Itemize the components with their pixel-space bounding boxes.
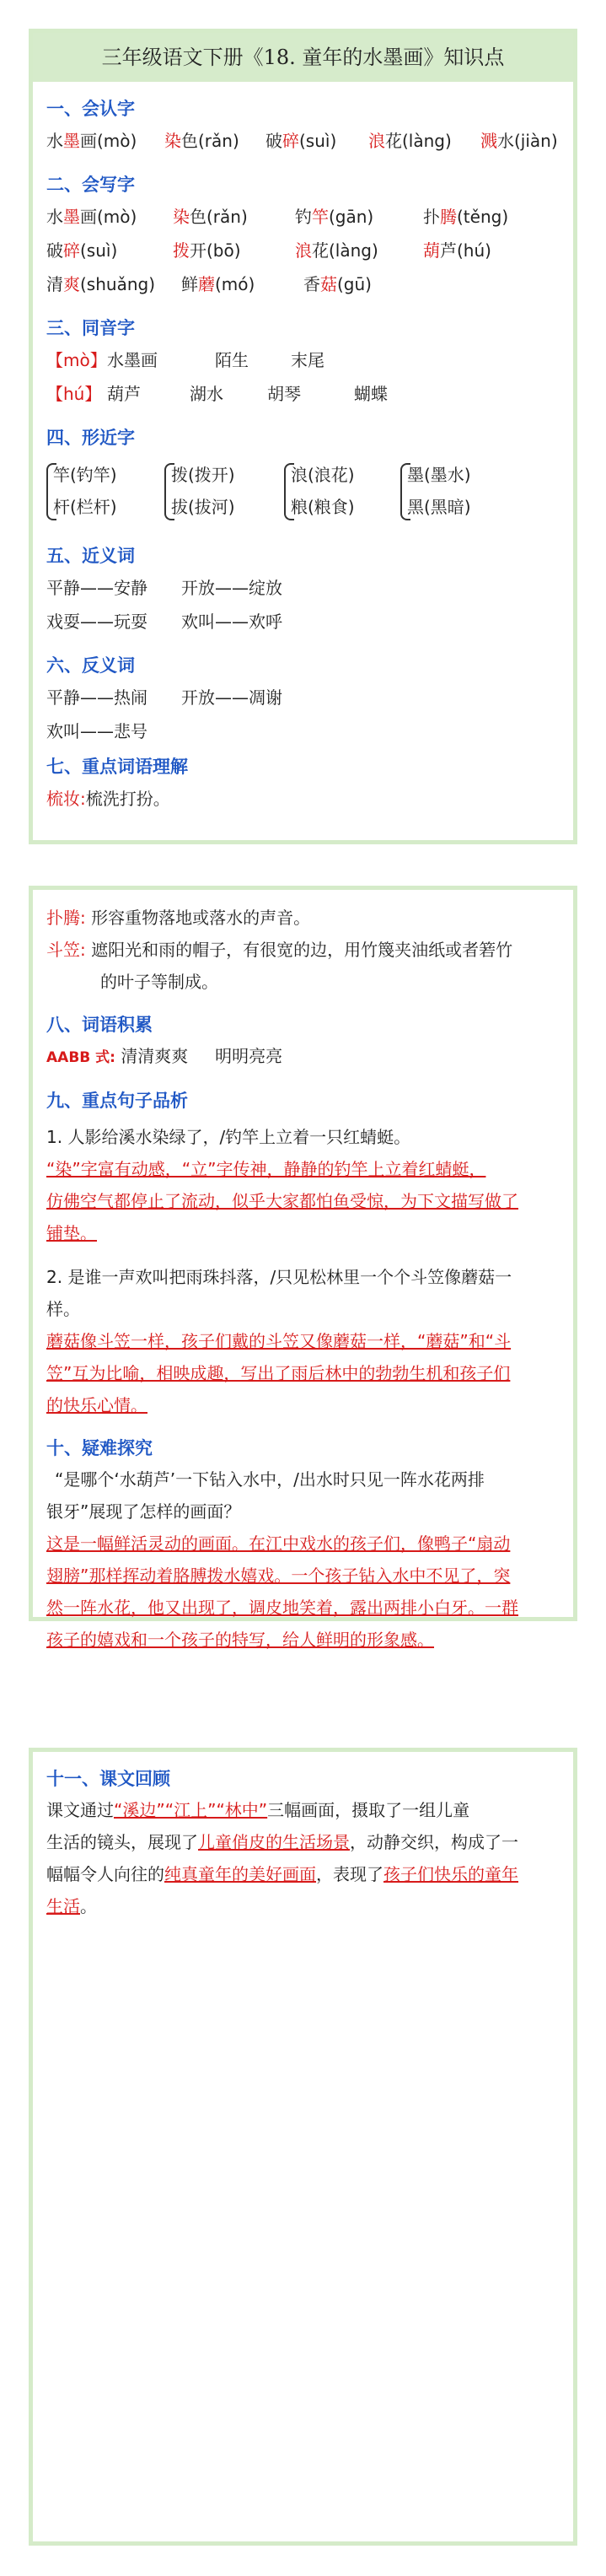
homophone-row	[46, 343, 560, 377]
sentence-analysis: 铺垫。	[46, 1223, 97, 1243]
homophone-word: 蝴蝶	[354, 384, 388, 404]
review-line: 幅幅令人向往的纯真童年的美好画面，表现了孩子们快乐的童年	[46, 1864, 518, 1884]
sentence-analysis: “染”字富有动感，“立”字传神，静静的钓竿上立着红蜻蜓，	[46, 1159, 486, 1179]
word-item: 扑腾(těng)	[423, 207, 509, 227]
write-chars-row	[46, 267, 560, 301]
sentence-analysis: 的快乐心情。	[46, 1395, 147, 1415]
word-accumulation	[46, 1040, 560, 1074]
difficult-question: 银牙”展现了怎样的画面？	[46, 1501, 241, 1522]
knowledge-card-1	[29, 29, 577, 844]
synonym-pair: 平静——安静	[46, 578, 147, 598]
similar-char-word: 杆(栏杆)	[53, 497, 117, 517]
homophone-row	[46, 377, 560, 411]
word-item: 浪花(làng)	[295, 240, 378, 261]
difficult-answer: 孩子的嬉戏和一个孩子的特写，给人鲜明的形象感。	[46, 1630, 434, 1650]
homophone-word: 末尾	[291, 350, 324, 370]
similar-chars-block	[46, 453, 560, 537]
homophone-word: 湖水	[190, 384, 223, 404]
section-heading-7: 七、重点词语理解	[46, 757, 188, 777]
difficult-question: “是哪个‘水葫芦’一下钻入水中，/出水时只见一阵水花两排	[55, 1469, 485, 1490]
similar-char-word: 拔(拔河)	[171, 497, 235, 517]
section-heading-8: 八、词语积累	[46, 1015, 153, 1035]
term-label: 扑腾:	[46, 908, 86, 928]
term-text: 梳洗打扮。	[85, 789, 170, 809]
synonym-pair: 戏耍——玩耍	[46, 612, 147, 632]
sentence-analysis: 笠”互为比喻，相映成趣，写出了雨后林中的勃勃生机和孩子们	[46, 1363, 511, 1383]
section-heading-2: 二、会写字	[46, 175, 135, 195]
sentence-question: 样。	[46, 1299, 80, 1319]
page-title: 三年级语文下册《18. 童年的水墨画》知识点	[33, 33, 573, 82]
write-chars-row	[46, 234, 560, 267]
synonym-pair: 欢叫——欢呼	[181, 612, 282, 632]
term-definition	[46, 782, 560, 816]
write-chars-row	[46, 200, 560, 234]
word-item: 水墨画(mò)	[46, 131, 137, 151]
homophone-word: 葫芦	[107, 384, 141, 404]
word-item: 香菇(gū)	[303, 274, 372, 294]
antonym-pair: 开放——凋谢	[181, 687, 282, 708]
synonym-row	[46, 605, 560, 639]
review-line: 课文通过“溪边”“江上”“林中”三幅画面，摄取了一组儿童	[46, 1800, 470, 1820]
similar-char-word: 黑(黑暗)	[407, 497, 471, 517]
section-heading-4: 四、形近字	[46, 428, 135, 448]
sentence-analysis: 蘑菇像斗笠一样，孩子们戴的斗笠又像蘑菇一样，“蘑菇”和“斗	[46, 1331, 512, 1351]
difficult-answer: 翅膀”那样挥动着胳膊拨水嬉戏。一个孩子钻入水中不见了，突	[46, 1566, 511, 1586]
section-heading-10: 十、疑难探究	[46, 1438, 153, 1458]
similar-char-word: 浪(浪花)	[291, 465, 355, 485]
word-item: 拨开(bō)	[173, 240, 241, 261]
homophone-word: 陌生	[215, 350, 249, 370]
review-line: 生活。	[46, 1896, 97, 1916]
synonym-row	[46, 571, 560, 605]
term-text: 遮阳光和雨的帽子，有很宽的边，用竹篾夹油纸或者箬竹	[91, 940, 513, 960]
difficult-answer: 这是一幅鲜活灵动的画面。在江中戏水的孩子们，像鸭子“扇动	[46, 1533, 511, 1554]
word-item: 钓竿(gān)	[295, 207, 374, 227]
word-item: 葫芦(hú)	[423, 240, 491, 261]
recognize-chars-row	[46, 124, 560, 158]
similar-char-word: 拨(拨开)	[171, 465, 235, 485]
word-item: 水墨画(mò)	[46, 207, 137, 227]
difficult-answer: 然一阵水花，他又出现了，调皮地笑着，露出两排小白牙。一群	[46, 1598, 518, 1618]
word-item: 清爽(shuǎng)	[46, 274, 156, 294]
pinyin-tag: 【mò】	[46, 350, 107, 370]
pattern-label: AABB 式:	[46, 1049, 115, 1066]
section-heading-9: 九、重点句子品析	[46, 1091, 188, 1111]
review-line: 生活的镜头，展现了儿童俏皮的生活场景，动静交织，构成了一	[46, 1832, 518, 1852]
term-text: 形容重物落地或落水的声音。	[91, 908, 311, 928]
antonym-row	[46, 681, 560, 714]
word-item: 破碎(suì)	[46, 240, 118, 261]
word-item: 染色(rǎn)	[173, 207, 248, 227]
definition-douli	[46, 934, 560, 966]
antonym-row	[46, 714, 560, 748]
term-line	[46, 782, 170, 816]
word-item: 浪花(làng)	[368, 131, 452, 151]
word-item: 破碎(suì)	[265, 131, 337, 151]
pattern-words: 清清爽爽 明明亮亮	[121, 1046, 283, 1066]
sentence-question: 1. 人影给溪水染绿了，/钓竿上立着一只红蜻蜓。	[46, 1127, 411, 1147]
pinyin-tag: 【hú】	[46, 384, 102, 404]
homophone-word: 水墨画	[107, 350, 158, 370]
section-heading-3: 三、同音字	[46, 318, 135, 338]
homophone-word: 胡琴	[267, 384, 301, 404]
similar-char-word: 粮(粮食)	[291, 497, 355, 517]
sentence-analysis: 仿佛空气都停止了流动，似乎大家都怕鱼受惊，为下文描写做了	[46, 1191, 518, 1211]
word-item: 溅水(jiàn)	[480, 131, 558, 151]
word-item: 鲜蘑(mó)	[181, 274, 255, 294]
section-heading-5: 五、近义词	[46, 546, 135, 566]
similar-char-word: 竿(钓竿)	[53, 465, 117, 485]
term-label: 梳妆:	[46, 789, 86, 809]
section-heading-11: 十一、课文回顾	[46, 1769, 170, 1789]
term-text-cont: 的叶子等制成。	[100, 972, 218, 992]
knowledge-card-2	[29, 886, 577, 1650]
section-heading-1: 一、会认字	[46, 99, 135, 119]
antonym-pair: 平静——热闹	[46, 687, 147, 708]
definition-putengt	[46, 902, 560, 934]
word-item: 染色(rǎn)	[164, 131, 239, 151]
term-label: 斗笠:	[46, 940, 86, 960]
knowledge-card-3	[29, 1748, 577, 2546]
section-heading-6: 六、反义词	[46, 655, 135, 676]
antonym-pair: 欢叫——悲号	[46, 721, 147, 741]
sentence-question: 2. 是谁一声欢叫把雨珠抖落，/只见松林里一个个斗笠像蘑菇一	[46, 1267, 512, 1287]
similar-char-word: 墨(墨水)	[407, 465, 471, 485]
synonym-pair: 开放——绽放	[181, 578, 282, 598]
